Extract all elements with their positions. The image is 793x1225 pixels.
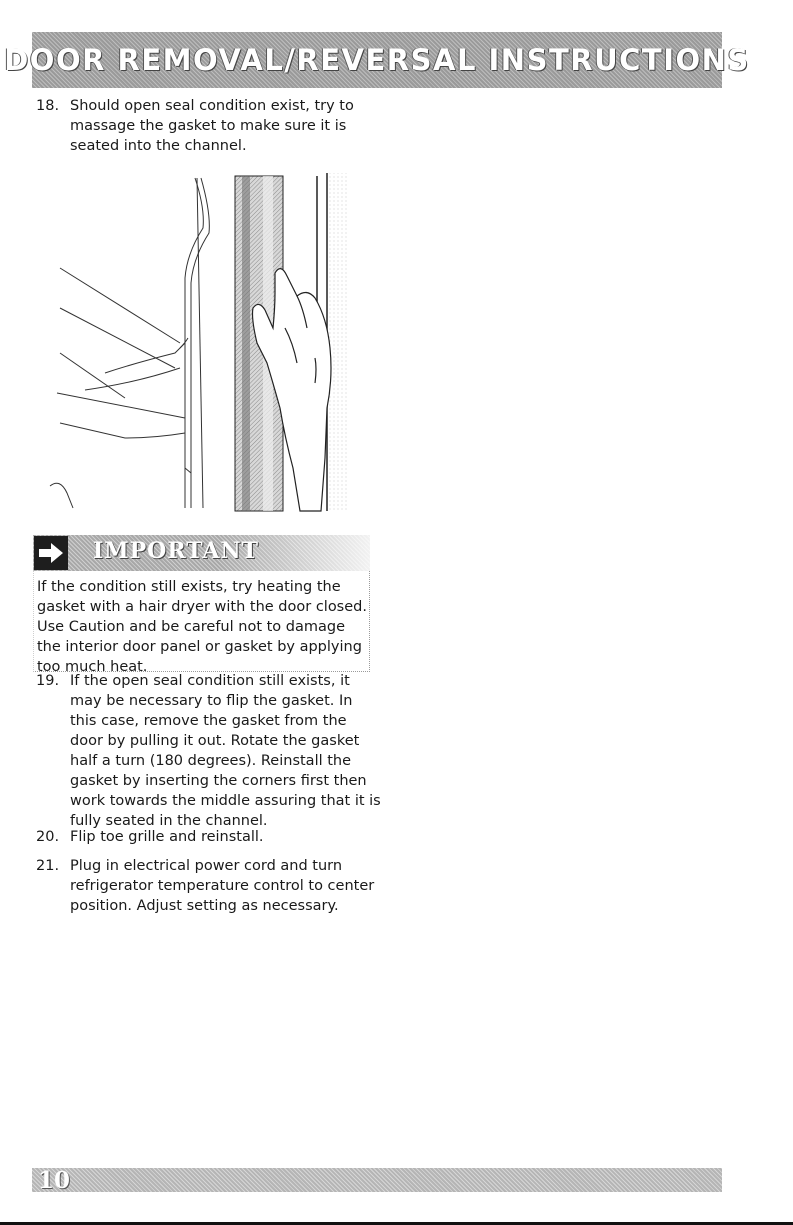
important-callout bbox=[33, 535, 370, 676]
important-text: If the condition still exists, try heating the gasket with a hair dryer with the door closed. Use Caution and be careful not to damage the interior door panel or gasket by applying too much heat. bbox=[37, 579, 367, 675]
step-number: 18. bbox=[36, 98, 60, 114]
door-panel bbox=[327, 173, 349, 511]
step-number: 19. bbox=[36, 673, 60, 689]
instruction-step-18 bbox=[36, 96, 376, 156]
arrow-right-icon bbox=[34, 536, 68, 570]
instruction-step-21 bbox=[36, 856, 381, 916]
cabinet-shelf bbox=[50, 178, 209, 508]
step-text: Flip toe grille and reinstall. bbox=[70, 829, 264, 845]
step-text: If the open seal condition still exists, it may be necessary to flip the gasket. In this case, remove the gasket from the door by pulling it out. Rotate the gasket half a turn (180 degrees). Reinstall the gasket by inserting the corners first then work towards the middle assuring that it is fully seated in the channel. bbox=[70, 673, 381, 829]
step-text: Plug in electrical power cord and turn refrigerator temperature control to center position. Adjust setting as necessary. bbox=[70, 858, 375, 914]
step-number: 20. bbox=[36, 829, 60, 845]
header-banner bbox=[4, 32, 750, 88]
page-number: 10 bbox=[38, 1167, 71, 1194]
important-title: IMPORTANT bbox=[93, 538, 259, 564]
gasket-illustration bbox=[45, 168, 360, 520]
important-body bbox=[33, 571, 370, 675]
instruction-step-19 bbox=[36, 671, 381, 831]
important-header bbox=[33, 535, 370, 571]
door-edge bbox=[197, 178, 203, 508]
step-text: Should open seal condition exist, try to massage the gasket to make sure it is seated into the channel. bbox=[70, 98, 354, 154]
page-title: DOOR REMOVAL/REVERSAL INSTRUCTIONS bbox=[4, 43, 750, 77]
step-number: 21. bbox=[36, 858, 60, 874]
instruction-step-20 bbox=[36, 827, 381, 847]
footer-bar bbox=[32, 1168, 722, 1192]
